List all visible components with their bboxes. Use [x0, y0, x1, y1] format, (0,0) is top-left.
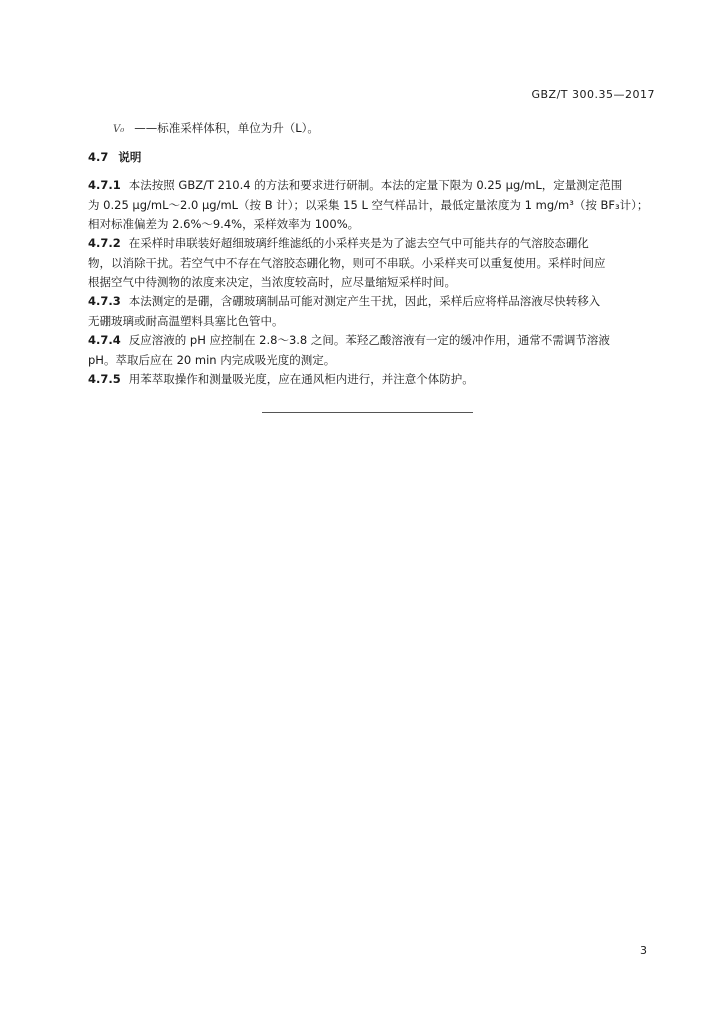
definition-symbol: V₀ [113, 124, 125, 135]
clause-4-7-4 [88, 331, 658, 370]
clause-line: 相对标准偏差为 2.6%～9.4%，采样效率为 100%。 [88, 217, 360, 231]
standard-code: GBZ/T 300.35—2017 [531, 88, 655, 101]
section-heading [88, 149, 141, 165]
clause-text: 本法测定的是硼，含硼玻璃制品可能对测定产生干扰，因此，采样后应将样品溶液尽快转移入 [128, 294, 601, 308]
clause-text: 在采样时串联装好超细玻璃纤维滤纸的小采样夹是为了滤去空气中可能共存的气溶胶态硼化 [128, 236, 589, 250]
clause-number: 4.7.2 [88, 236, 121, 250]
clause-text: 反应溶液的 pH 应控制在 2.8～3.8 之间。苯羟乙酸溶液有一定的缓冲作用，通常不需调节溶液 [128, 333, 610, 347]
section-title: 说明 [118, 150, 142, 164]
clause-text: 本法按照 GBZ/T 210.4 的方法和要求进行研制。本法的定量下限为 0.25 μg/mL，定量测定范围 [128, 178, 623, 192]
definition-text: ——标准采样体积，单位为升（L）。 [134, 121, 319, 135]
clause-number: 4.7.3 [88, 294, 121, 308]
clause-line: 物，以消除干扰。若空气中不存在气溶胶态硼化物，则可不串联。小采样夹可以重复使用。采样时间应 [88, 255, 606, 270]
end-rule [262, 412, 473, 413]
clause-line: 为 0.25 μg/mL～2.0 μg/mL（按 B 计）；以采集 15 L 空气样品计，最低定量浓度为 1 mg/m³（按 BF₃计）； [88, 197, 649, 212]
clause-line: pH。萃取后应在 20 min 内完成吸光度的测定。 [88, 352, 336, 367]
clause-number: 4.7.4 [88, 333, 121, 347]
clause-number: 4.7.5 [88, 372, 121, 386]
clause-line [88, 370, 658, 390]
clause-4-7-5 [88, 370, 658, 390]
clause-line [88, 331, 658, 351]
page-number: 3 [640, 944, 647, 957]
clause-line: 无硼玻璃或耐高温塑料具塞比色管中。 [88, 313, 284, 328]
section-number: 4.7 [88, 150, 109, 164]
clause-line [88, 292, 658, 312]
clause-4-7-1 [88, 176, 658, 235]
clause-line: 根据空气中待测物的浓度来决定，当浓度较高时，应尽量缩短采样时间。 [88, 275, 456, 289]
definition-line [113, 120, 319, 136]
clause-text: 用苯萃取操作和测量吸光度，应在通风柜内进行，并注意个体防护。 [128, 372, 474, 386]
clause-4-7-3 [88, 292, 658, 331]
clause-line [88, 234, 658, 254]
clause-4-7-2 [88, 234, 658, 293]
clause-line [88, 176, 658, 196]
clause-number: 4.7.1 [88, 178, 121, 192]
